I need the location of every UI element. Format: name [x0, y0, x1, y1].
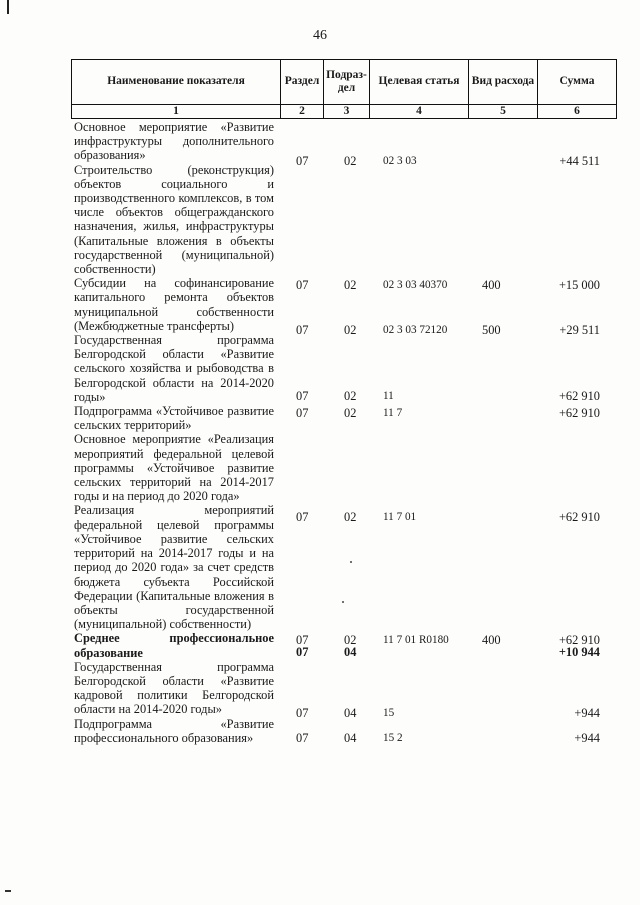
row-summa: +944: [574, 705, 600, 720]
column-number: 4: [370, 105, 469, 119]
row-name: Среднее профессиональное образование: [74, 631, 274, 660]
table-row: [74, 631, 614, 659]
row-razdel: 07: [296, 705, 309, 720]
row-summa: +29 511: [559, 323, 600, 338]
row-name: Государственная программа Белгородской области «Развитие кадровой политики Белгородской области на 2014-2020 годы»: [74, 659, 274, 717]
row-name: Основное мероприятие «Реализация мероприятий федеральной целевой программы «Устойчивое развитие сельских территорий на 2014-2017 годы и на период до 2020 года»: [74, 432, 274, 504]
row-name: Основное мероприятие «Развитие инфраструктуры дополнительного образования»: [74, 120, 274, 163]
row-summa: +10 944: [558, 645, 600, 660]
row-podrazdel: 02: [344, 154, 357, 168]
row-podrazdel: 02: [344, 277, 357, 292]
row-celevaya: 11 7 01 R0180: [383, 634, 449, 647]
row-podrazdel: 04: [344, 645, 357, 660]
column-number: 2: [281, 105, 324, 119]
row-summa: +15 000: [558, 277, 600, 292]
row-vid: 400: [482, 633, 501, 648]
row-vid: 500: [482, 323, 501, 338]
row-podrazdel: 02: [344, 633, 357, 648]
table-row: [74, 333, 614, 404]
scan-edge-mark: [7, 0, 9, 14]
row-podrazdel: 02: [344, 510, 357, 525]
row-vid: 400: [482, 277, 501, 292]
row-name: Подпрограмма «Устойчивое развитие сельских территорий»: [74, 404, 274, 433]
row-summa: +62 910: [558, 510, 600, 525]
row-celevaya: 15: [383, 706, 395, 719]
row-celevaya: 02 3 03: [383, 155, 417, 167]
row-podrazdel: 02: [344, 389, 357, 404]
row-podrazdel: 04: [344, 730, 357, 745]
row-celevaya: 02 3 03 40370: [383, 278, 448, 291]
row-razdel: 07: [296, 730, 309, 745]
table-header: [71, 59, 617, 119]
row-razdel: 07: [296, 510, 309, 525]
row-name: Государственная программа Белгородской области «Развитие сельского хозяйства и рыбоводства в Белгородской области на 2014-2020 годы»: [74, 333, 274, 404]
row-podrazdel: 02: [344, 323, 357, 338]
row-razdel: 07: [296, 154, 309, 168]
row-summa: +44 511: [559, 154, 600, 168]
row-name: Реализация мероприятий федеральной целевой программы «Устойчивое развитие сельских территорий на 2014-2017 годы и на период до 2020 года» за счет средств бюджета субъекта Российской Федерации (Капитальные вложения в объекты государственной (муниципальной) собственности): [74, 503, 274, 632]
row-name: Строительство (реконструкция) объектов социального и производственного комплексов, в том числе объектов общегражданского назначения, жилья, инфраструктуры (Капитальные вложения в объекты государственной (муниципальной) собственности): [74, 162, 274, 277]
column-number: 5: [469, 105, 538, 119]
row-celevaya: 15 2: [383, 731, 403, 744]
row-razdel: 07: [296, 277, 309, 292]
table-row: [74, 276, 614, 338]
row-summa: +62 910: [558, 389, 600, 404]
scan-speck: [342, 601, 344, 603]
table-row: [74, 659, 614, 720]
table-row: [74, 404, 614, 432]
row-razdel: 07: [296, 633, 309, 648]
row-podrazdel: 04: [344, 705, 357, 720]
header-podrazdel: Подраз-дел: [324, 60, 370, 105]
column-number: 1: [72, 105, 281, 119]
table-body: [74, 120, 614, 745]
row-celevaya: 02 3 03 72120: [383, 324, 448, 337]
column-number: 6: [538, 105, 617, 119]
table-row: [74, 432, 614, 525]
header-vid: Вид расхода: [469, 60, 538, 105]
row-razdel: 07: [296, 406, 309, 421]
header-summa: Сумма: [538, 60, 617, 105]
row-summa: +944: [574, 730, 600, 745]
row-celevaya: 11 7: [383, 407, 403, 420]
row-name: Субсидии на софинансирование капитального ремонта объектов муниципальной собственности (Межбюджетные трансферты): [74, 276, 274, 333]
row-razdel: 07: [296, 323, 309, 338]
header-name: Наименование показателя: [72, 60, 281, 105]
table-row: [74, 162, 614, 292]
table-row: [74, 120, 614, 168]
header-razdel: Раздел: [281, 60, 324, 105]
row-name: Подпрограмма «Развитие профессионального образования»: [74, 716, 274, 745]
row-summa: +62 910: [558, 633, 600, 648]
scan-edge-mark-bottom: [5, 890, 11, 892]
row-podrazdel: 02: [344, 406, 357, 421]
row-celevaya: 11 7 01: [383, 511, 417, 524]
scan-speck: [350, 561, 352, 563]
row-razdel: 07: [296, 645, 309, 660]
row-celevaya: 11: [383, 390, 394, 403]
row-summa: +62 910: [558, 406, 600, 421]
table-row: [74, 717, 614, 745]
column-number: 3: [324, 105, 370, 119]
header-celevaya: Целевая статья: [370, 60, 469, 105]
page-number: 46: [313, 28, 327, 43]
row-razdel: 07: [296, 389, 309, 404]
